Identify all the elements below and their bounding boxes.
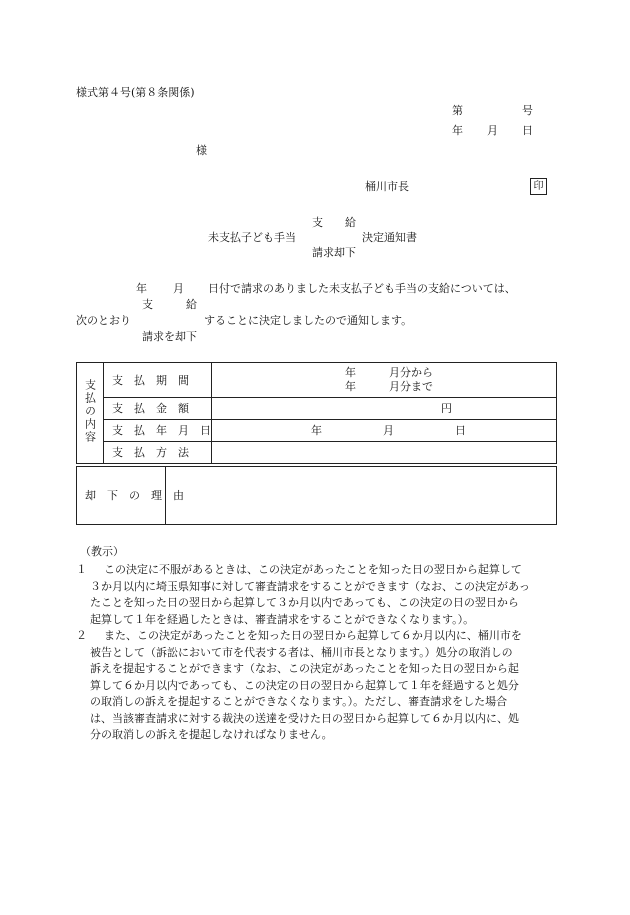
body-option-pay: 支 給 (142, 298, 197, 311)
form-id: 様式第４号(第８条関係) (76, 86, 195, 99)
notice-item-1-line: この決定に不服があるときは、この決定があったことを知った日の翌日から起算して (104, 563, 522, 576)
notice-item-1-number: １ (76, 563, 87, 576)
notice-item-2-number: ２ (76, 629, 87, 642)
body-line3-suffix: することに決定しましたので通知します。 (204, 314, 413, 327)
pay-date-label: 支 払 年 月 日 (104, 420, 212, 442)
body-line3-prefix: 次のとおり (76, 314, 131, 327)
period-from: 年 月分から (345, 366, 433, 379)
reject-label: 却 下 の 理 由 (85, 489, 184, 502)
period-label: 支 払 期 間 (104, 363, 212, 398)
payment-table (76, 362, 557, 464)
notice-item-2-line: は、当該審査請求に対する裁決の送達を受けた日の翌日から起算して６か月以内に、処 (90, 711, 519, 725)
date-month: 月 (487, 124, 498, 137)
method-value (212, 442, 557, 464)
pay-date-value (212, 420, 557, 442)
notice-item-2-line: 算して６か月以内であっても、この決定の日の翌日から起算して１年を経過すると処分 (90, 678, 519, 692)
body-line1: 日付で請求のありました未支払子ども手当の支給については、 (208, 282, 516, 295)
pay-date-year: 年 (311, 424, 322, 437)
title-main-left: 未支払子ども手当 (208, 231, 296, 244)
method-label: 支 払 方 法 (104, 442, 212, 464)
notice-list (76, 562, 557, 744)
date-year: 年 (452, 124, 463, 137)
notice-item-2-line: また、この決定があったことを知った日の翌日から起算して６か月以内に、桶川市を (104, 629, 522, 642)
period-value (212, 363, 557, 398)
date-day: 日 (522, 124, 533, 137)
reject-label-cell (77, 467, 184, 524)
notice-item-2 (76, 628, 557, 744)
body-month: 月 (173, 282, 184, 295)
notice-item-2-line: 被告として（訴訟において市を代表する者は、桶川市長となります。）処分の取消しの (90, 645, 513, 659)
notice-item-2-line: の取消しの訴えを提起することができなくなります。）。ただし、審査請求をした場合 (90, 695, 508, 708)
amount-label: 支 払 金 額 (104, 398, 212, 420)
seal-mark: 印 (530, 178, 547, 195)
number-go: 号 (522, 104, 533, 117)
notice-item-1 (76, 562, 557, 628)
body-option-reject: 請求を却下 (142, 330, 197, 343)
title-option-reject: 請求却下 (312, 246, 356, 259)
notice-item-1-line: 起算して１年を経過したときは、審査請求をすることができなくなります。）。 (90, 612, 475, 626)
pay-date-day: 日 (455, 424, 466, 437)
body-year: 年 (136, 282, 147, 295)
period-to: 年 月分まで (345, 380, 433, 393)
number-dai: 第 (452, 104, 463, 117)
notice-item-2-line: 訴えを提起することができます（なお、この決定があったことを知った日の翌日から起 (90, 662, 519, 675)
amount-unit: 円 (441, 402, 452, 415)
reject-reason-box (76, 466, 557, 525)
title-main-right: 決定通知書 (362, 231, 417, 244)
payment-group-label: 支払の内容 (77, 363, 104, 464)
title-option-pay: 支 給 (312, 216, 356, 229)
amount-value (212, 398, 557, 420)
notice-item-1-line: ３か月以内に埼玉県知事に対して審査請求をすることができます（なお、この決定があっ (90, 579, 530, 593)
notice-item-2-line: 分の取消しの訴えを提起しなければなりません。 (90, 728, 333, 741)
notice-heading: （教示） (80, 545, 124, 558)
recipient-sama: 様 (196, 144, 207, 157)
pay-date-month: 月 (383, 424, 394, 437)
notice-item-1-line: たことを知った日の翌日から起算して３か月以内であっても、この決定の日の翌日から (90, 596, 519, 609)
issuer-name: 桶川市長 (365, 180, 409, 193)
